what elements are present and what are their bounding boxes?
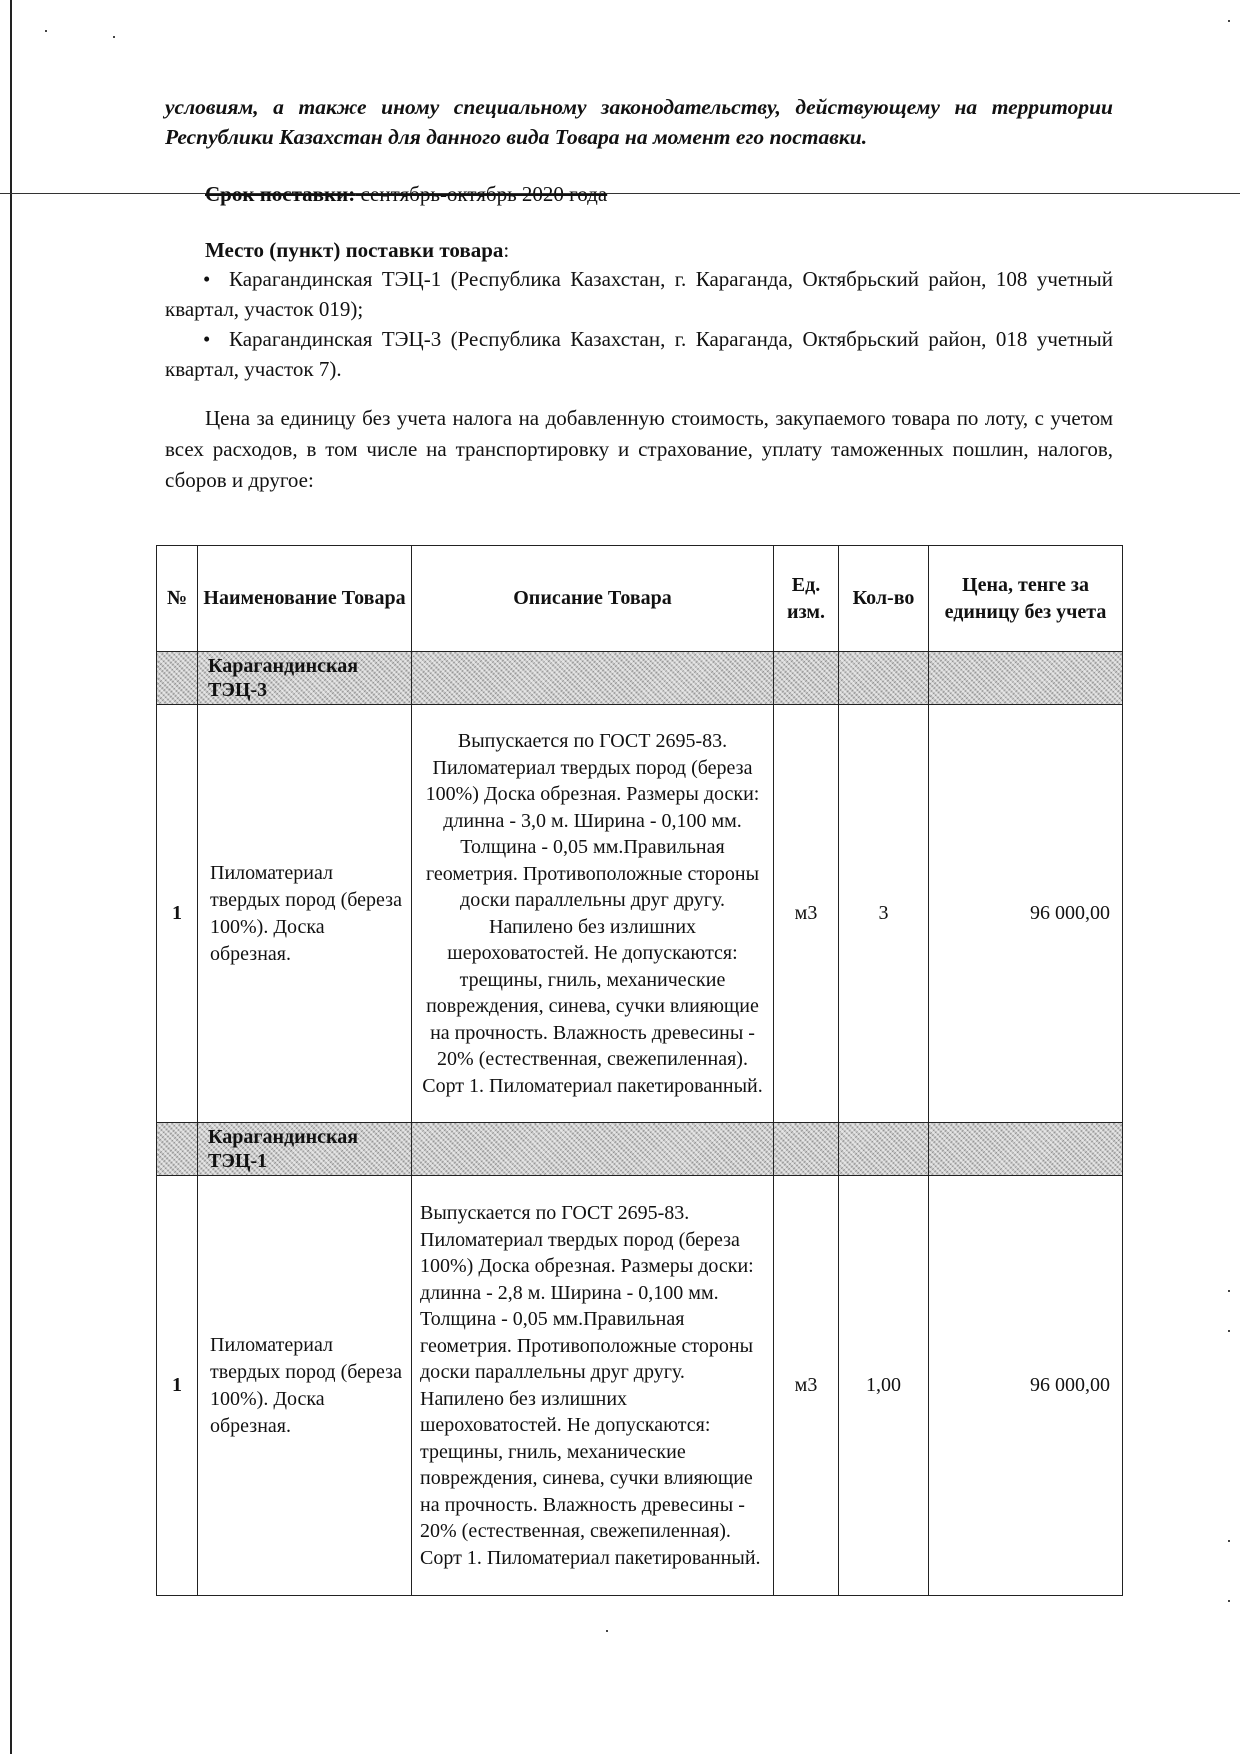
row-desc: Выпускается по ГОСТ 2695-83. Пиломатериал твердых пород (береза 100%) Доска обрезная. Размеры доски: длинна - 3,0 м. Ширина - 0,100 мм. Толщина - 0,05 мм.Правильная геометрия. Противоположные стороны доски параллельны друг другу. Напилено без излишних шероховатостей. Не допускаются: трещины, гниль, механические повреждения, синева, сучки влияющие на прочность. Влажность древесины - 20% (естественная, свежепиленная). Сорт 1. Пиломатериал пакетированный. xyxy=(412,705,774,1123)
row-qty: 3 xyxy=(839,705,929,1123)
band-cell xyxy=(412,652,774,705)
scan-left-edge xyxy=(10,0,12,1754)
section-title: Карагандинская ТЭЦ-3 xyxy=(198,652,412,705)
row-qty: 1,00 xyxy=(839,1176,929,1596)
band-cell xyxy=(929,1123,1123,1176)
band-cell xyxy=(839,1123,929,1176)
delivery-term-value: сентябрь-октябрь 2020 года xyxy=(355,182,608,206)
section-band-row xyxy=(157,1123,1123,1176)
bullet-icon: • xyxy=(203,327,211,351)
section-band-row xyxy=(157,652,1123,705)
scan-horizontal-line xyxy=(0,193,1240,194)
row-name: Пиломатериал твердых пород (береза 100%). Доска обрезная. xyxy=(198,1176,412,1596)
delivery-term xyxy=(205,179,607,209)
row-price: 96 000,00 xyxy=(929,1176,1123,1596)
price-paragraph: Цена за единицу без учета налога на добавленную стоимость, закупаемого товара по лоту, с учетом всех расходов, в том числе на транспортировку и страхование, уплату таможенных пошлин, налогов, сборов и другое: xyxy=(165,406,1113,492)
row-unit: м3 xyxy=(774,705,839,1123)
row-unit: м3 xyxy=(774,1176,839,1596)
row-price: 96 000,00 xyxy=(929,705,1123,1123)
delivery-term-label: Срок поставки: xyxy=(205,182,356,206)
delivery-place-text: Карагандинская ТЭЦ-1 (Республика Казахстан, г. Караганда, Октябрьский район, 108 учетный квартал, участок 019); xyxy=(165,267,1113,321)
intro-paragraph: условиям, а также иному специальному законодательству, действующему на территории Республики Казахстан для данного вида Товара на момент его поставки. xyxy=(165,95,1113,149)
table-header-row xyxy=(157,546,1123,652)
delivery-place-heading xyxy=(205,235,509,265)
band-cell xyxy=(412,1123,774,1176)
header-name: Наименование Товара xyxy=(198,546,412,652)
table-row xyxy=(157,1176,1123,1596)
list-item xyxy=(165,324,1113,384)
scan-speck xyxy=(1228,1540,1230,1542)
band-cell xyxy=(157,1123,198,1176)
goods-table xyxy=(156,545,1123,1596)
scan-speck xyxy=(1228,1290,1230,1292)
section-title: Карагандинская ТЭЦ-1 xyxy=(198,1123,412,1176)
band-cell xyxy=(839,652,929,705)
row-num: 1 xyxy=(157,1176,198,1596)
scan-speck xyxy=(1228,1600,1230,1602)
delivery-place-text: Карагандинская ТЭЦ-3 (Республика Казахстан, г. Караганда, Октябрьский район, 018 учетный квартал, участок 7). xyxy=(165,327,1113,381)
delivery-place-list xyxy=(165,264,1113,384)
scan-speck xyxy=(1228,20,1230,22)
bullet-icon: • xyxy=(203,267,211,291)
header-qty: Кол-во xyxy=(839,546,929,652)
header-price: Цена, тенге за единицу без учета xyxy=(929,546,1123,652)
scan-speck xyxy=(606,1630,608,1632)
list-item xyxy=(165,264,1113,324)
table-row xyxy=(157,705,1123,1123)
band-cell xyxy=(774,652,839,705)
scan-speck xyxy=(113,36,115,38)
header-unit: Ед. изм. xyxy=(774,546,839,652)
delivery-place-colon: : xyxy=(503,238,510,262)
row-num: 1 xyxy=(157,705,198,1123)
header-num: № xyxy=(157,546,198,652)
row-desc: Выпускается по ГОСТ 2695-83. Пиломатериал твердых пород (береза 100%) Доска обрезная. Размеры доски: длинна - 2,8 м. Ширина - 0,100 мм. Толщина - 0,05 мм.Правильная геометрия. Противоположные стороны доски параллельны друг другу. Напилено без излишних шероховатостей. Не допускаются: трещины, гниль, механические повреждения, синева, сучки влияющие на прочность. Влажность древесины - 20% (естественная, свежепиленная). Сорт 1. Пиломатериал пакетированный. xyxy=(412,1176,774,1596)
scan-speck xyxy=(45,30,47,32)
band-cell xyxy=(929,652,1123,705)
delivery-place-label: Место (пункт) поставки товара xyxy=(205,238,504,262)
band-cell xyxy=(774,1123,839,1176)
header-desc: Описание Товара xyxy=(412,546,774,652)
scan-speck xyxy=(1228,1330,1230,1332)
row-name: Пиломатериал твердых пород (береза 100%). Доска обрезная. xyxy=(198,705,412,1123)
band-cell xyxy=(157,652,198,705)
